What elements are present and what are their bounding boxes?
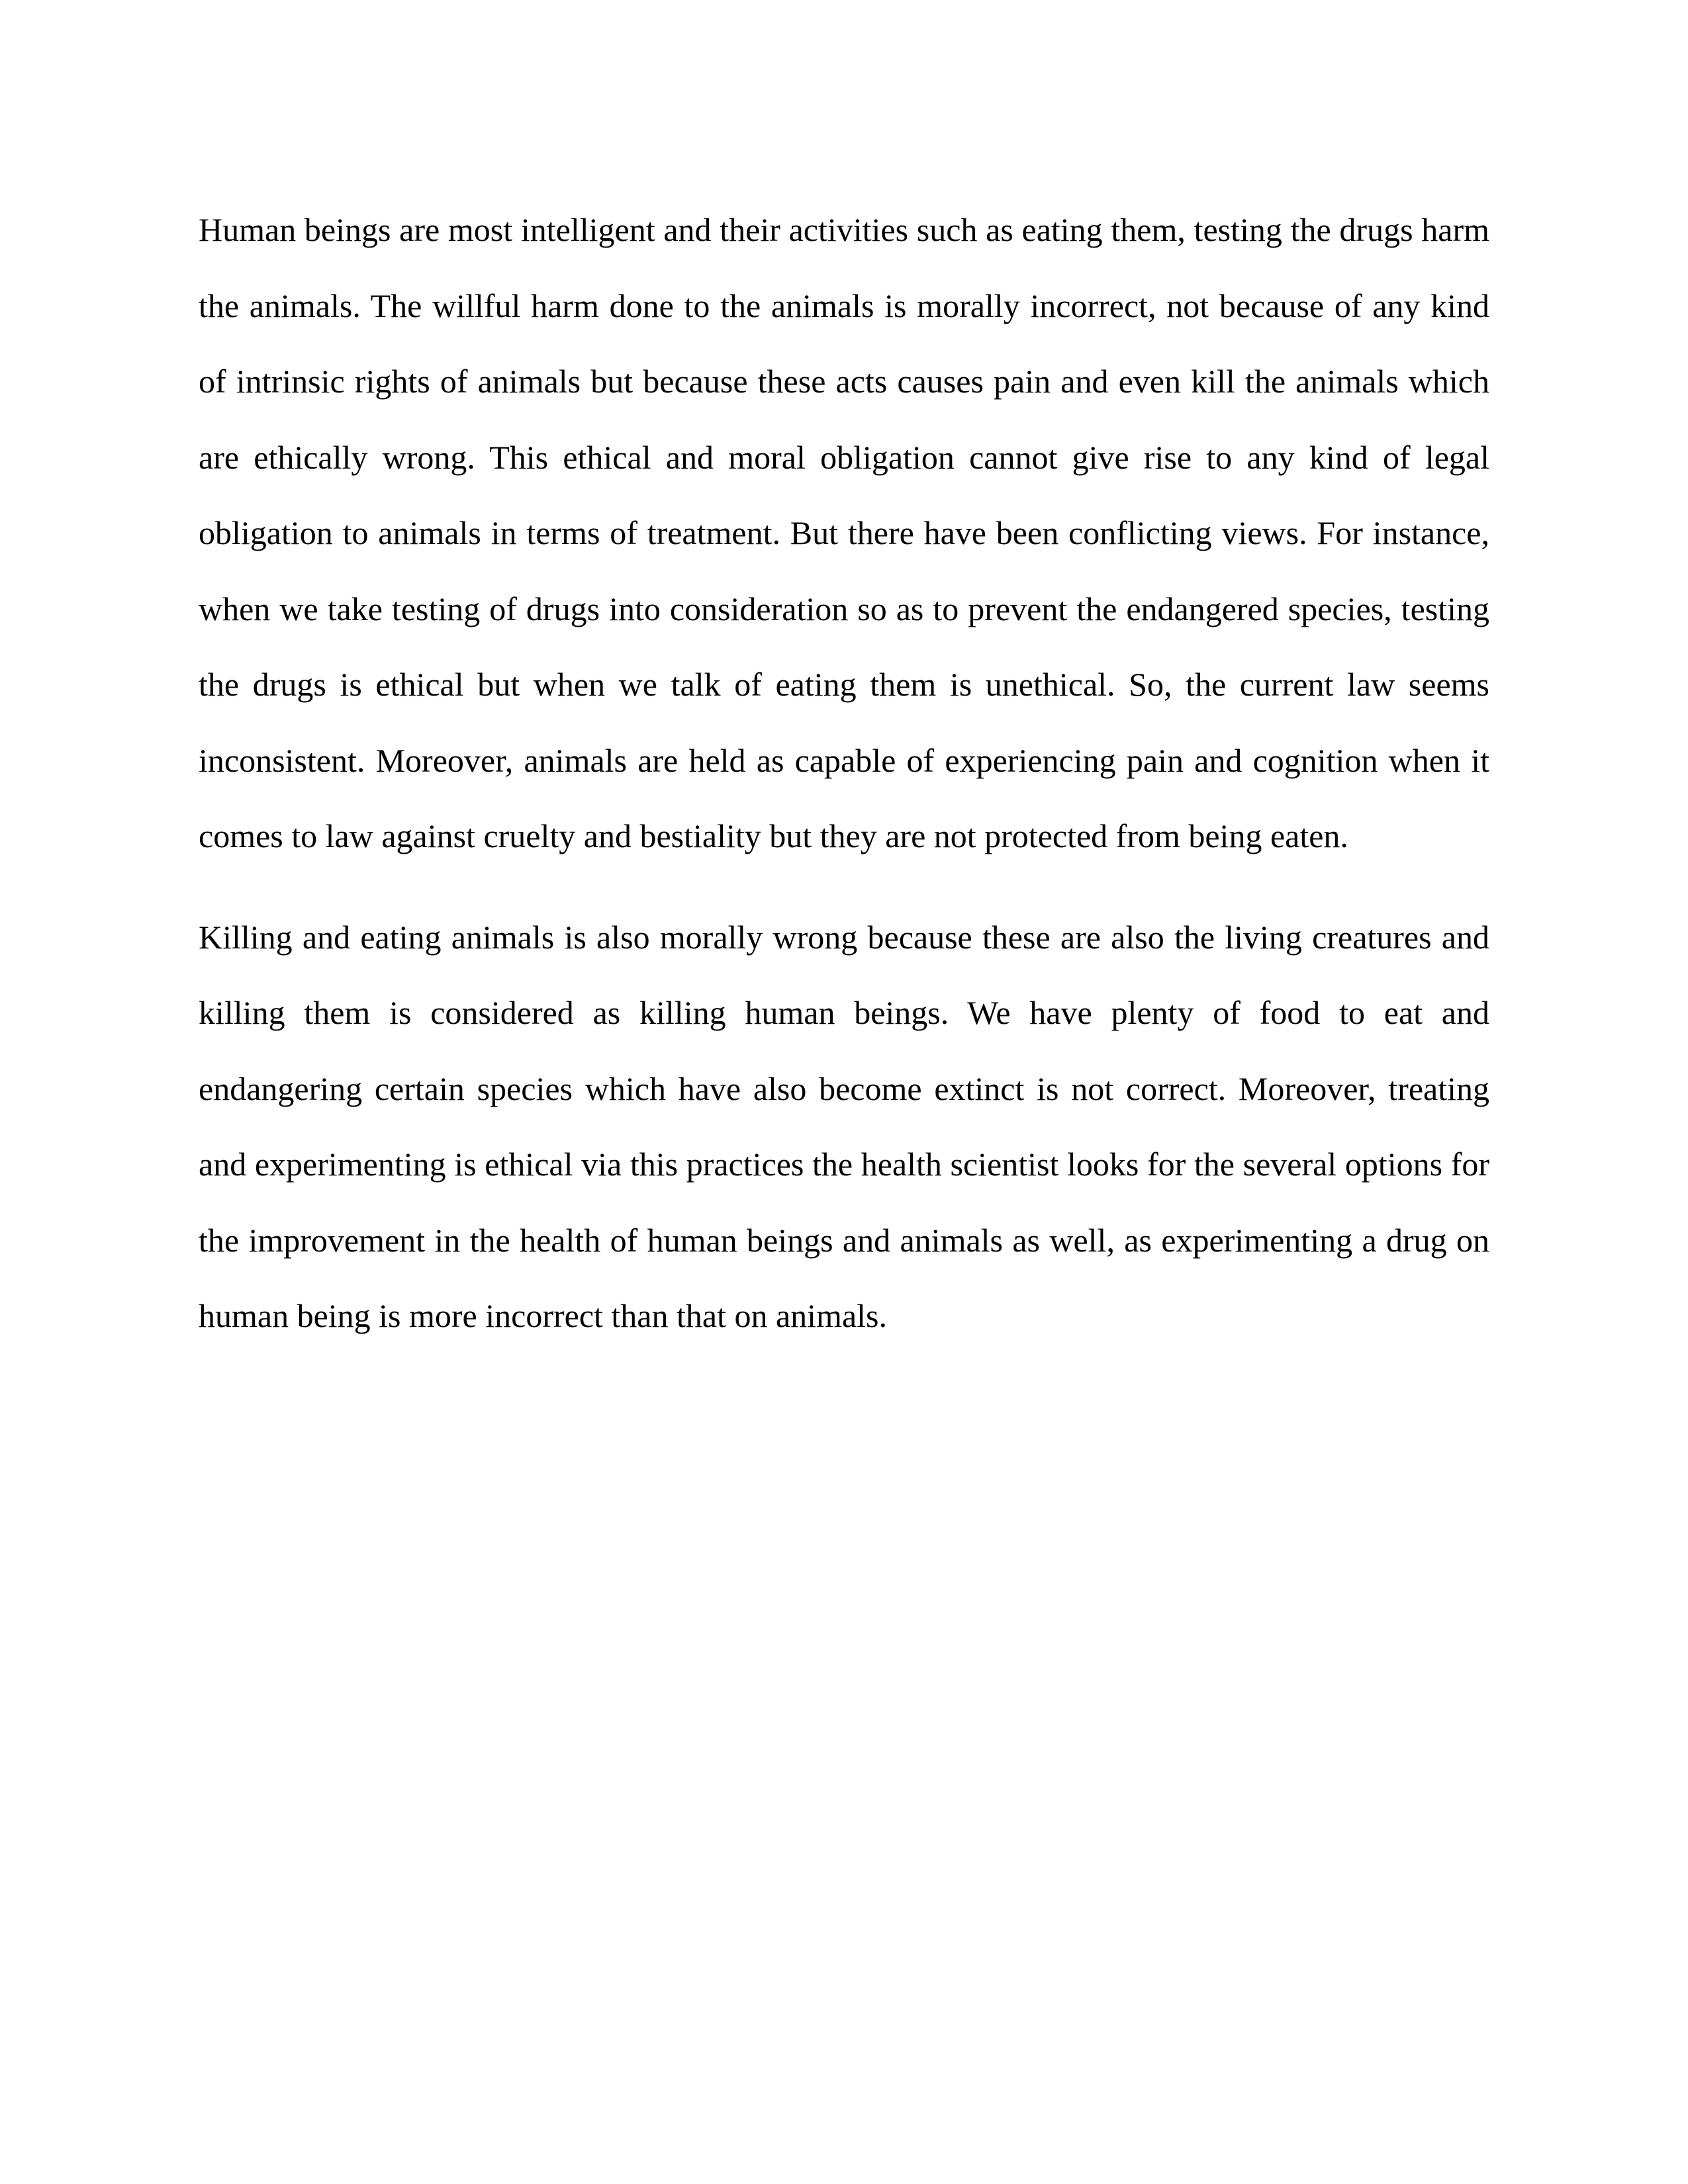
document-body: [199, 192, 1489, 1354]
paragraph-1: Human beings are most intelligent and their activities such as eating them, testing the drugs harm the animals. The willful harm done to the animals is morally incorrect, not because of any kind of intrinsic rights of animals but because these acts causes pain and even kill the animals which are ethically wrong. This ethical and moral obligation cannot give rise to any kind of legal obligation to animals in terms of treatment. But there have been conflicting views. For instance, when we take testing of drugs into consideration so as to prevent the endangered species, testing the drugs is ethical but when we talk of eating them is unethical. So, the current law seems inconsistent. Moreover, animals are held as capable of experiencing pain and cognition when it comes to law against cruelty and bestiality but they are not protected from being eaten.: [199, 211, 1489, 854]
paragraph-2: Killing and eating animals is also morally wrong because these are also the living creatures and killing them is considered as killing human beings. We have plenty of food to eat and endangering certain species which have also become extinct is not correct. Moreover, treating and experimenting is ethical via this practices the health scientist looks for the several options for the improvement in the health of human beings and animals as well, as experimenting a drug on human being is more incorrect than that on animals.: [199, 918, 1489, 1334]
